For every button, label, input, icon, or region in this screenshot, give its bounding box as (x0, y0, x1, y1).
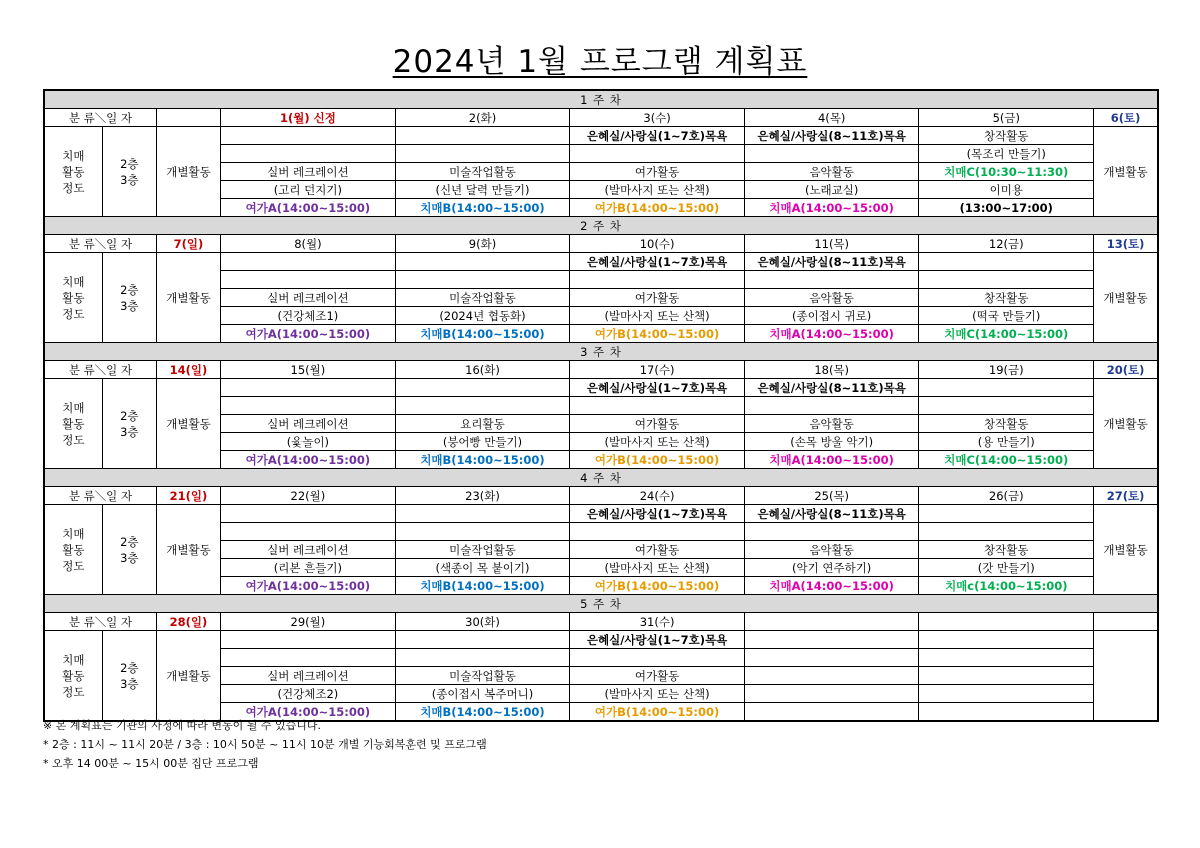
activity-cell: 미술작업활동 (395, 289, 570, 307)
activity-cell (744, 397, 919, 415)
activity-row (44, 127, 1158, 145)
category-line: 정도 (62, 180, 85, 195)
activity-cell (395, 379, 570, 397)
category-line: 활동 (62, 416, 85, 431)
day-header: 17(수) (570, 361, 745, 379)
day-header: 24(수) (570, 487, 745, 505)
activity-cell (744, 649, 919, 667)
activity-cell (221, 505, 396, 523)
activity-cell: (떡국 만들기) (919, 307, 1094, 325)
activity-cell (570, 649, 745, 667)
activity-cell (395, 523, 570, 541)
activity-row (44, 253, 1158, 271)
activity-cell: 여가A(14:00~15:00) (221, 577, 396, 595)
category-header: 분 류＼일 자 (44, 487, 156, 505)
day-header (919, 613, 1094, 631)
saturday-individual-activity: 개별활동 (1094, 505, 1158, 595)
activity-cell (395, 505, 570, 523)
floor-cell (102, 253, 156, 343)
activity-cell: 치매A(14:00~15:00) (744, 451, 919, 469)
activity-cell: (종이접시 복주머니) (395, 685, 570, 703)
note-line: * 2층 : 11시 ~ 11시 20분 / 3층 : 10시 50분 ~ 11시 10분 개별 기능회복훈련 및 프로그램 (43, 738, 487, 751)
activity-cell: 치매B(14:00~15:00) (395, 199, 570, 217)
activity-cell (395, 397, 570, 415)
activity-cell: 여가A(14:00~15:00) (221, 451, 396, 469)
floor-line: 2층 (120, 408, 139, 423)
day-header: 2(화) (395, 109, 570, 127)
floor-line: 3층 (120, 298, 139, 313)
activity-cell: 치매C(14:00~15:00) (919, 451, 1094, 469)
activity-cell: 치매c(14:00~15:00) (919, 577, 1094, 595)
sunday-header (156, 109, 220, 127)
week-label-row (44, 469, 1158, 487)
floor-cell (102, 631, 156, 722)
activity-cell: (목조리 만들기) (919, 145, 1094, 163)
activity-cell (919, 253, 1094, 271)
week-label-row (44, 595, 1158, 613)
activity-cell: 여가B(14:00~15:00) (570, 325, 745, 343)
activity-cell (395, 649, 570, 667)
activity-cell: 여가활동 (570, 289, 745, 307)
activity-cell: (발마사지 또는 산책) (570, 559, 745, 577)
activity-cell: 여가A(14:00~15:00) (221, 703, 396, 722)
page-title (0, 36, 1200, 81)
floor-line: 3층 (120, 550, 139, 565)
week-label: 2 주 차 (44, 217, 1158, 235)
activity-cell: 치매C(10:30~11:30) (919, 163, 1094, 181)
sunday-individual-activity: 개별활동 (156, 505, 220, 595)
activity-cell (919, 271, 1094, 289)
activity-cell: 치매A(14:00~15:00) (744, 325, 919, 343)
activity-cell: 실버 레크레이션 (221, 541, 396, 559)
activity-cell (221, 649, 396, 667)
activity-cell (744, 631, 919, 649)
schedule-table (43, 89, 1159, 722)
activity-cell: 음악활동 (744, 415, 919, 433)
day-header: 31(수) (570, 613, 745, 631)
day-header: 30(화) (395, 613, 570, 631)
note-line: * 오후 14 00분 ~ 15시 00분 집단 프로그램 (43, 757, 259, 770)
activity-cell: 미술작업활동 (395, 667, 570, 685)
note-line: ※ 본 계획표는 기관의 사정에 따라 변동이 될 수 있습니다. (43, 719, 321, 732)
saturday-header (1094, 613, 1158, 631)
activity-cell: 여가활동 (570, 667, 745, 685)
activity-cell (221, 379, 396, 397)
floor-line: 3층 (120, 172, 139, 187)
activity-cell: 은혜실/사랑실(8~11호)목욕 (744, 127, 919, 145)
category-line: 치매 (62, 274, 85, 289)
activity-cell (221, 397, 396, 415)
activity-cell: 창작활동 (919, 541, 1094, 559)
activity-cell (221, 631, 396, 649)
activity-cell (919, 379, 1094, 397)
activity-cell: 실버 레크레이션 (221, 415, 396, 433)
activity-cell: 은혜실/사랑실(1~7호)목욕 (570, 127, 745, 145)
activity-cell (744, 685, 919, 703)
saturday-individual-activity: 개별활동 (1094, 253, 1158, 343)
activity-cell (570, 145, 745, 163)
floor-line: 3층 (120, 424, 139, 439)
saturday-individual-activity: 개별활동 (1094, 379, 1158, 469)
activity-cell: (리본 흔들기) (221, 559, 396, 577)
notes (43, 716, 487, 773)
floor-cell (102, 505, 156, 595)
sunday-individual-activity: 개별활동 (156, 379, 220, 469)
week-label-row (44, 217, 1158, 235)
activity-cell (744, 703, 919, 722)
activity-row (44, 505, 1158, 523)
activity-cell: (손목 방울 악기) (744, 433, 919, 451)
activity-cell (919, 505, 1094, 523)
activity-cell: (신년 달력 만들기) (395, 181, 570, 199)
activity-cell: (종이접시 귀로) (744, 307, 919, 325)
activity-cell (919, 397, 1094, 415)
category-line: 치매 (62, 148, 85, 163)
activity-cell (221, 145, 396, 163)
day-header: 26(금) (919, 487, 1094, 505)
category-cell (44, 505, 102, 595)
day-header-row (44, 487, 1158, 505)
activity-cell (395, 253, 570, 271)
day-header: 16(화) (395, 361, 570, 379)
activity-cell: 은혜실/사랑실(1~7호)목욕 (570, 505, 745, 523)
activity-cell: 창작활동 (919, 127, 1094, 145)
category-header: 분 류＼일 자 (44, 235, 156, 253)
day-header-row (44, 361, 1158, 379)
category-line: 활동 (62, 164, 85, 179)
activity-cell: (윷놀이) (221, 433, 396, 451)
day-header: 11(목) (744, 235, 919, 253)
activity-cell: 음악활동 (744, 289, 919, 307)
saturday-header: 6(토) (1094, 109, 1158, 127)
activity-cell: 치매A(14:00~15:00) (744, 199, 919, 217)
activity-cell: 요리활동 (395, 415, 570, 433)
activity-cell (221, 523, 396, 541)
category-header: 분 류＼일 자 (44, 613, 156, 631)
category-line: 활동 (62, 668, 85, 683)
activity-cell (221, 253, 396, 271)
activity-cell (744, 271, 919, 289)
day-header: 3(수) (570, 109, 745, 127)
activity-cell: 여가활동 (570, 163, 745, 181)
activity-cell: (발마사지 또는 산책) (570, 181, 745, 199)
sunday-header: 7(일) (156, 235, 220, 253)
day-header: 23(화) (395, 487, 570, 505)
day-header: 19(금) (919, 361, 1094, 379)
activity-cell: 치매B(14:00~15:00) (395, 451, 570, 469)
floor-line: 2층 (120, 156, 139, 171)
saturday-individual-activity (1094, 631, 1158, 722)
week-label: 4 주 차 (44, 469, 1158, 487)
day-header: 4(목) (744, 109, 919, 127)
category-line: 치매 (62, 526, 85, 541)
activity-cell: (2024년 협동화) (395, 307, 570, 325)
activity-cell: (붕어빵 만들기) (395, 433, 570, 451)
week-label: 1 주 차 (44, 90, 1158, 109)
category-line: 활동 (62, 290, 85, 305)
activity-cell: 은혜실/사랑실(1~7호)목욕 (570, 631, 745, 649)
activity-cell: 치매B(14:00~15:00) (395, 325, 570, 343)
activity-cell: 은혜실/사랑실(1~7호)목욕 (570, 379, 745, 397)
activity-cell: 치매B(14:00~15:00) (395, 577, 570, 595)
activity-cell (919, 631, 1094, 649)
week-label-row (44, 343, 1158, 361)
activity-cell: (갓 만들기) (919, 559, 1094, 577)
activity-cell: 은혜실/사랑실(8~11호)목욕 (744, 379, 919, 397)
activity-cell: 여가B(14:00~15:00) (570, 703, 745, 722)
category-header: 분 류＼일 자 (44, 361, 156, 379)
activity-cell: 창작활동 (919, 289, 1094, 307)
sunday-header: 14(일) (156, 361, 220, 379)
activity-cell: (고리 던지기) (221, 181, 396, 199)
page-title-text: 2024년 1월 프로그램 계획표 (392, 44, 808, 80)
day-header-row (44, 235, 1158, 253)
day-header-row (44, 613, 1158, 631)
category-line: 치매 (62, 400, 85, 415)
activity-cell: 여가B(14:00~15:00) (570, 451, 745, 469)
activity-cell: 미술작업활동 (395, 541, 570, 559)
category-line: 정도 (62, 558, 85, 573)
floor-line: 2층 (120, 534, 139, 549)
activity-cell (570, 397, 745, 415)
saturday-header: 27(토) (1094, 487, 1158, 505)
floor-cell (102, 127, 156, 217)
category-line: 활동 (62, 542, 85, 557)
day-header: 22(월) (221, 487, 396, 505)
category-line: 정도 (62, 684, 85, 699)
activity-cell (744, 145, 919, 163)
floor-line: 2층 (120, 282, 139, 297)
day-header (744, 613, 919, 631)
sunday-header: 28(일) (156, 613, 220, 631)
activity-cell: 치매A(14:00~15:00) (744, 577, 919, 595)
category-cell (44, 631, 102, 722)
activity-cell: 창작활동 (919, 415, 1094, 433)
day-header: 10(수) (570, 235, 745, 253)
activity-cell: (건강체조2) (221, 685, 396, 703)
activity-cell (919, 685, 1094, 703)
activity-cell: 치매B(14:00~15:00) (395, 703, 570, 722)
category-header: 분 류＼일 자 (44, 109, 156, 127)
activity-cell: 음악활동 (744, 163, 919, 181)
sunday-header: 21(일) (156, 487, 220, 505)
activity-cell (919, 703, 1094, 722)
activity-cell (919, 649, 1094, 667)
activity-cell (395, 631, 570, 649)
day-header: 29(월) (221, 613, 396, 631)
category-line: 정도 (62, 306, 85, 321)
activity-cell: 은혜실/사랑실(8~11호)목욕 (744, 253, 919, 271)
floor-cell (102, 379, 156, 469)
category-line: 치매 (62, 652, 85, 667)
activity-cell: (건강체조1) (221, 307, 396, 325)
week-label: 3 주 차 (44, 343, 1158, 361)
day-header: 18(목) (744, 361, 919, 379)
activity-cell: 음악활동 (744, 541, 919, 559)
activity-cell (221, 127, 396, 145)
day-header: 8(월) (221, 235, 396, 253)
activity-cell: 여가A(14:00~15:00) (221, 199, 396, 217)
activity-cell: (색종이 목 붙이기) (395, 559, 570, 577)
activity-cell (221, 271, 396, 289)
day-header: 9(화) (395, 235, 570, 253)
activity-cell: (발마사지 또는 산책) (570, 433, 745, 451)
activity-cell: (발마사지 또는 산책) (570, 307, 745, 325)
saturday-header: 13(토) (1094, 235, 1158, 253)
activity-cell: 치매C(14:00~15:00) (919, 325, 1094, 343)
day-header: 5(금) (919, 109, 1094, 127)
activity-cell: (발마사지 또는 산책) (570, 685, 745, 703)
category-line: 정도 (62, 432, 85, 447)
floor-line: 2층 (120, 660, 139, 675)
activity-cell (919, 523, 1094, 541)
activity-cell: 미술작업활동 (395, 163, 570, 181)
activity-cell (395, 271, 570, 289)
activity-cell: (용 만들기) (919, 433, 1094, 451)
activity-row (44, 379, 1158, 397)
activity-cell (919, 667, 1094, 685)
category-cell (44, 253, 102, 343)
activity-cell (395, 127, 570, 145)
activity-cell: 실버 레크레이션 (221, 289, 396, 307)
category-cell (44, 379, 102, 469)
activity-cell: (악기 연주하기) (744, 559, 919, 577)
day-header-row (44, 109, 1158, 127)
activity-cell (744, 523, 919, 541)
activity-cell: 은혜실/사랑실(1~7호)목욕 (570, 253, 745, 271)
activity-cell: 여가A(14:00~15:00) (221, 325, 396, 343)
week-label-row (44, 90, 1158, 109)
activity-cell: 여가활동 (570, 415, 745, 433)
sunday-individual-activity: 개별활동 (156, 127, 220, 217)
activity-cell: 여가B(14:00~15:00) (570, 577, 745, 595)
saturday-individual-activity: 개별활동 (1094, 127, 1158, 217)
day-header: 1(월) 신정 (221, 109, 396, 127)
activity-cell (570, 523, 745, 541)
floor-line: 3층 (120, 676, 139, 691)
activity-row (44, 631, 1158, 649)
day-header: 25(목) (744, 487, 919, 505)
activity-cell (570, 271, 745, 289)
activity-cell: 실버 레크레이션 (221, 667, 396, 685)
saturday-header: 20(토) (1094, 361, 1158, 379)
category-cell (44, 127, 102, 217)
sunday-individual-activity: 개별활동 (156, 631, 220, 722)
activity-cell: 실버 레크레이션 (221, 163, 396, 181)
activity-cell: (13:00~17:00) (919, 199, 1094, 217)
week-label: 5 주 차 (44, 595, 1158, 613)
sunday-individual-activity: 개별활동 (156, 253, 220, 343)
activity-cell (395, 145, 570, 163)
activity-cell: 은혜실/사랑실(8~11호)목욕 (744, 505, 919, 523)
activity-cell: 여가활동 (570, 541, 745, 559)
activity-cell: (노래교실) (744, 181, 919, 199)
activity-cell: 여가B(14:00~15:00) (570, 199, 745, 217)
day-header: 15(월) (221, 361, 396, 379)
activity-cell: 이미용 (919, 181, 1094, 199)
day-header: 12(금) (919, 235, 1094, 253)
activity-cell (744, 667, 919, 685)
